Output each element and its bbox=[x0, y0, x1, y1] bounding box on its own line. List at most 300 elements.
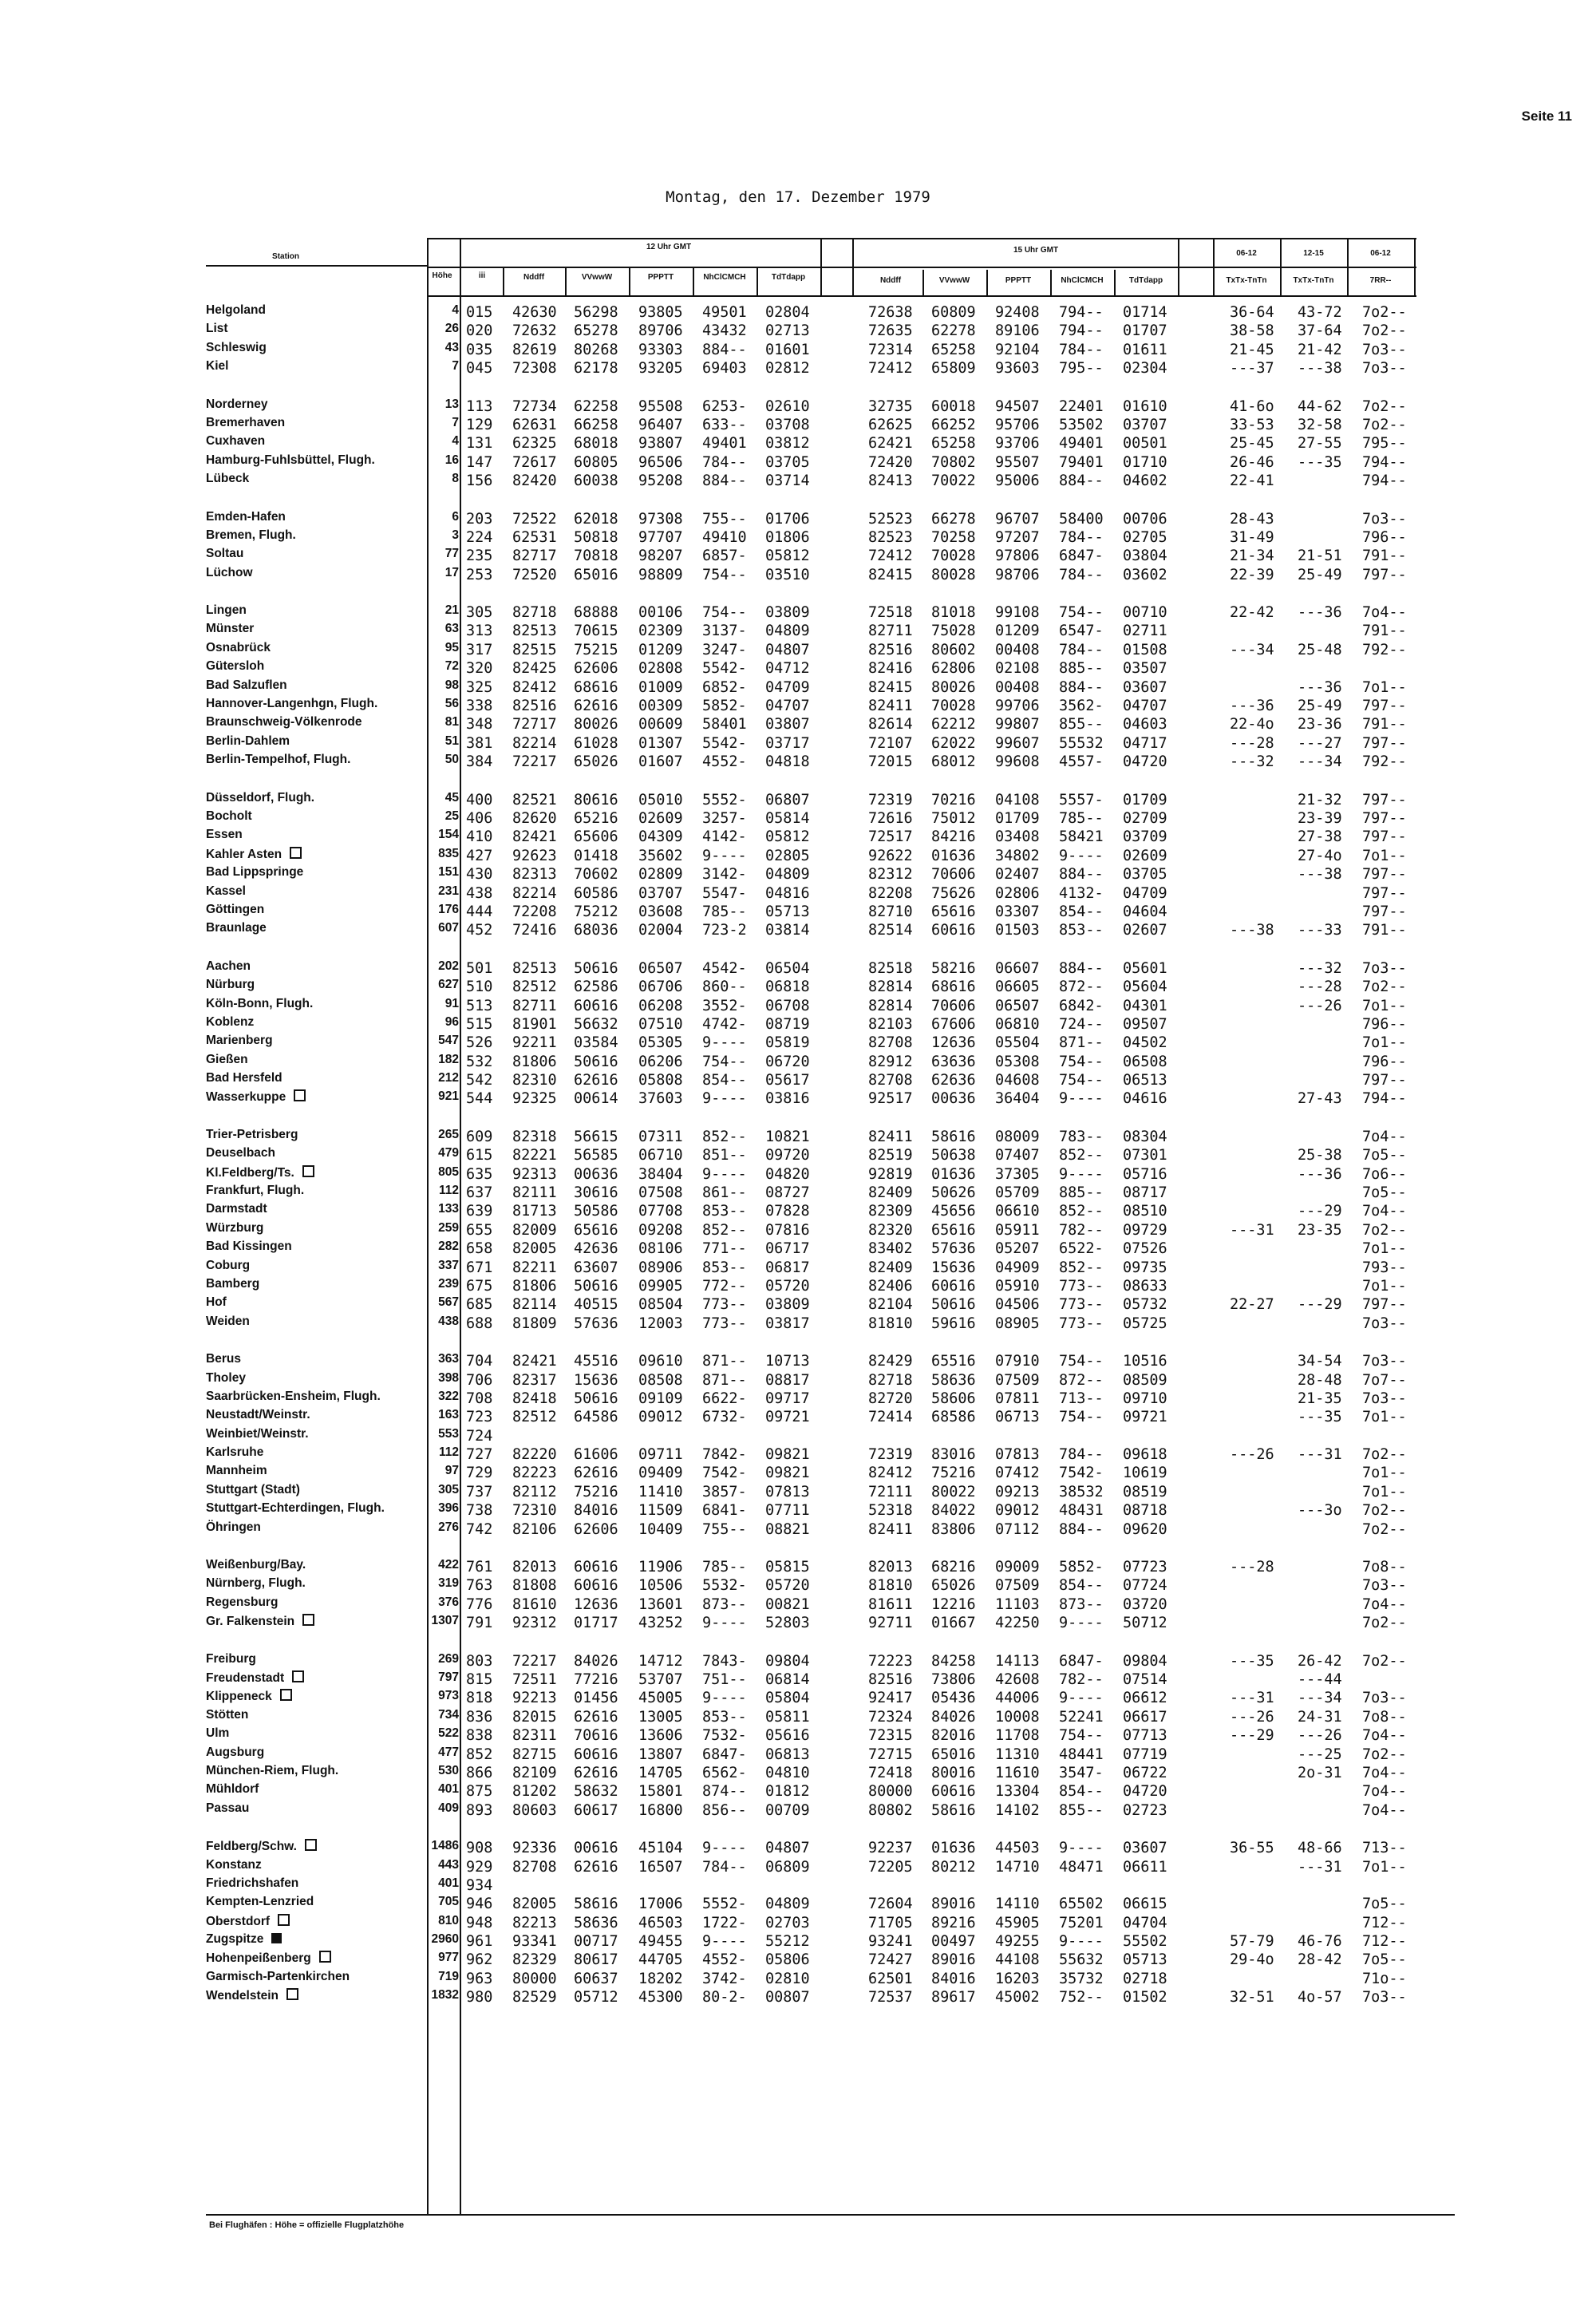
station-height: 98 bbox=[444, 678, 459, 692]
obs-15-value: 08718 bbox=[1123, 1502, 1167, 1520]
obs-12-value: 81808 bbox=[512, 1577, 557, 1595]
extreme-value: 795-- bbox=[1362, 435, 1407, 453]
obs-15-value: 55502 bbox=[1123, 1933, 1167, 1951]
obs-15-value: 08717 bbox=[1123, 1184, 1167, 1202]
table-row bbox=[206, 1295, 1435, 1314]
obs-15-value: 03607 bbox=[1123, 678, 1167, 696]
obs-12-value: 82211 bbox=[512, 1259, 557, 1276]
station-label: Berlin-Dahlem bbox=[206, 733, 290, 748]
obs-12-value: 82313 bbox=[512, 866, 557, 884]
obs-15-value: 82409 bbox=[868, 1259, 913, 1276]
table-row bbox=[206, 978, 1435, 996]
obs-12-value: 92211 bbox=[512, 1034, 557, 1052]
obs-12-value: 4542- bbox=[702, 959, 747, 977]
station-name bbox=[206, 1184, 304, 1198]
station-label: Wasserkuppe bbox=[206, 1090, 286, 1105]
obs-12-value: 03708 bbox=[765, 416, 810, 433]
obs-12-value: 82418 bbox=[512, 1390, 557, 1407]
obs-15-value: 45905 bbox=[995, 1914, 1040, 1931]
obs-15-value: 44006 bbox=[995, 1690, 1040, 1707]
obs-12-value: 69403 bbox=[702, 360, 747, 378]
extreme-value: 21-34 bbox=[1230, 548, 1274, 565]
station-name bbox=[206, 1746, 264, 1760]
header-12-col-2: VVwwW bbox=[581, 273, 613, 282]
obs-12-value: 5532- bbox=[702, 1577, 747, 1595]
station-height: 553 bbox=[438, 1426, 459, 1441]
table-row bbox=[206, 1782, 1435, 1801]
extreme-value: 7o8-- bbox=[1362, 1559, 1407, 1576]
extreme-value: 7o1-- bbox=[1362, 1465, 1407, 1482]
obs-15-value: 75201 bbox=[1059, 1914, 1104, 1931]
obs-15-value: 80602 bbox=[931, 641, 976, 658]
obs-15-value: 884-- bbox=[1059, 472, 1104, 490]
obs-12-value: 35602 bbox=[638, 847, 683, 864]
station-label: Neustadt/Weinstr. bbox=[206, 1408, 310, 1422]
obs-12-value: 98207 bbox=[638, 548, 683, 565]
station-height: 13 bbox=[444, 397, 459, 411]
obs-12-value: 95208 bbox=[638, 472, 683, 490]
obs-15-value: 00497 bbox=[931, 1933, 976, 1951]
station-name bbox=[206, 659, 264, 674]
obs-15-value: 92417 bbox=[868, 1690, 913, 1707]
filled-square-icon bbox=[271, 1933, 282, 1943]
obs-15-value: 754-- bbox=[1059, 604, 1104, 622]
station-label: Düsseldorf, Flugh. bbox=[206, 790, 315, 805]
extreme-value: 791-- bbox=[1362, 922, 1407, 939]
table-row bbox=[206, 566, 1435, 584]
station-label: Zugspitze bbox=[206, 1932, 264, 1947]
obs-12-value: 06809 bbox=[765, 1858, 810, 1876]
extreme-value: ---35 bbox=[1230, 1652, 1274, 1670]
obs-12-value: 92325 bbox=[512, 1090, 557, 1108]
station-height: 401 bbox=[438, 1782, 459, 1797]
obs-12-value: 65016 bbox=[574, 566, 618, 583]
obs-12-value: 15636 bbox=[574, 1371, 618, 1389]
extreme-value: ---26 bbox=[1230, 1708, 1274, 1726]
obs-15-value: 82518 bbox=[868, 959, 913, 977]
obs-15-value: 70802 bbox=[931, 453, 976, 471]
extreme-value: 22-4o bbox=[1230, 716, 1274, 733]
obs-15-value: 95706 bbox=[995, 416, 1040, 433]
station-id: 203 bbox=[466, 510, 493, 528]
station-id: 338 bbox=[466, 698, 493, 715]
extreme-value: 7o1-- bbox=[1362, 1240, 1407, 1258]
open-square-icon bbox=[286, 1988, 298, 2000]
obs-12-value: 6562- bbox=[702, 1764, 747, 1781]
obs-12-value: 61606 bbox=[574, 1446, 618, 1464]
station-height: 77 bbox=[444, 547, 459, 561]
obs-12-value: 58632 bbox=[574, 1783, 618, 1801]
station-id: 791 bbox=[466, 1615, 493, 1632]
station-id: 381 bbox=[466, 734, 493, 752]
extreme-value: 28-43 bbox=[1230, 510, 1274, 528]
obs-15-value: 02709 bbox=[1123, 809, 1167, 827]
obs-15-value: 42250 bbox=[995, 1615, 1040, 1632]
obs-15-value: 82415 bbox=[868, 678, 913, 696]
station-id: 738 bbox=[466, 1502, 493, 1520]
obs-12-value: 4142- bbox=[702, 828, 747, 846]
obs-12-value: 17006 bbox=[638, 1896, 683, 1913]
obs-12-value: 92313 bbox=[512, 1165, 557, 1183]
station-label: Lingen bbox=[206, 603, 247, 618]
station-name bbox=[206, 1689, 292, 1704]
obs-12-value: 81610 bbox=[512, 1595, 557, 1613]
obs-12-value: 773-- bbox=[702, 1315, 747, 1332]
obs-12-value: 4742- bbox=[702, 1015, 747, 1033]
obs-12-value: 02810 bbox=[765, 1970, 810, 1987]
station-id: 761 bbox=[466, 1559, 493, 1576]
extreme-value: 791-- bbox=[1362, 548, 1407, 565]
obs-12-value: 75215 bbox=[574, 641, 618, 658]
obs-12-value: 02004 bbox=[638, 922, 683, 939]
obs-12-value: 9---- bbox=[702, 1165, 747, 1183]
obs-15-value: 02607 bbox=[1123, 922, 1167, 939]
obs-12-value: 02812 bbox=[765, 360, 810, 378]
extreme-value: 21-35 bbox=[1298, 1390, 1342, 1407]
extreme-value: ---31 bbox=[1230, 1690, 1274, 1707]
station-name bbox=[206, 1128, 298, 1142]
obs-12-value: 09821 bbox=[765, 1446, 810, 1464]
extreme-value: 43-72 bbox=[1298, 304, 1342, 321]
obs-15-value: 50712 bbox=[1123, 1615, 1167, 1632]
obs-12-value: 755-- bbox=[702, 1520, 747, 1538]
obs-12-value: 6841- bbox=[702, 1502, 747, 1520]
station-id: 875 bbox=[466, 1783, 493, 1801]
obs-12-value: 13005 bbox=[638, 1708, 683, 1726]
obs-12-value: 45516 bbox=[574, 1353, 618, 1370]
obs-15-value: 03307 bbox=[995, 903, 1040, 920]
obs-15-value: 60616 bbox=[931, 922, 976, 939]
obs-12-value: 853-- bbox=[702, 1203, 747, 1220]
station-label: Mannheim bbox=[206, 1464, 267, 1478]
station-group bbox=[206, 791, 1435, 940]
obs-12-value: 72208 bbox=[512, 903, 557, 920]
obs-15-value: 70022 bbox=[931, 472, 976, 490]
obs-12-value: 14705 bbox=[638, 1764, 683, 1781]
extreme-value: 7o3-- bbox=[1362, 1577, 1407, 1595]
obs-15-value: 07526 bbox=[1123, 1240, 1167, 1258]
table-row bbox=[206, 1221, 1435, 1239]
extreme-value: 713-- bbox=[1362, 1840, 1407, 1857]
extreme-value: 21-51 bbox=[1298, 548, 1342, 565]
obs-15-value: 72418 bbox=[868, 1764, 913, 1781]
station-label: Gießen bbox=[206, 1052, 248, 1066]
extreme-value: 7o3-- bbox=[1362, 1690, 1407, 1707]
extreme-value: 48-66 bbox=[1298, 1840, 1342, 1857]
obs-12-value: 82420 bbox=[512, 472, 557, 490]
table-row bbox=[206, 1089, 1435, 1108]
station-label: Oberstdorf bbox=[206, 1914, 271, 1928]
extreme-value: ---26 bbox=[1298, 997, 1342, 1014]
obs-12-value: 14712 bbox=[638, 1652, 683, 1670]
obs-15-value: 08304 bbox=[1123, 1128, 1167, 1145]
obs-12-value: 84016 bbox=[574, 1502, 618, 1520]
station-id: 045 bbox=[466, 360, 493, 378]
table-row bbox=[206, 1445, 1435, 1464]
obs-15-value: 82514 bbox=[868, 922, 913, 939]
obs-15-value: 89016 bbox=[931, 1951, 976, 1969]
obs-12-value: 09208 bbox=[638, 1221, 683, 1239]
obs-12-value: 13601 bbox=[638, 1595, 683, 1613]
obs-12-value: 03814 bbox=[765, 922, 810, 939]
obs-15-value: 05436 bbox=[931, 1690, 976, 1707]
obs-15-value: 82412 bbox=[868, 1465, 913, 1482]
obs-15-value: 5557- bbox=[1059, 791, 1104, 809]
extreme-value: 797-- bbox=[1362, 1072, 1407, 1089]
station-name bbox=[206, 1520, 261, 1535]
obs-15-value: 65016 bbox=[931, 1746, 976, 1763]
obs-12-value: 82213 bbox=[512, 1914, 557, 1931]
extreme-value: 7o2-- bbox=[1362, 322, 1407, 340]
header-12-col-3: PPPTT bbox=[647, 273, 674, 282]
station-label: Bremerhaven bbox=[206, 415, 286, 429]
extreme-value: ---28 bbox=[1230, 734, 1274, 752]
station-height: 112 bbox=[438, 1445, 459, 1460]
obs-15-value: 72715 bbox=[868, 1746, 913, 1763]
obs-12-value: 72632 bbox=[512, 322, 557, 340]
obs-12-value: 01456 bbox=[574, 1690, 618, 1707]
obs-15-value: 783-- bbox=[1059, 1128, 1104, 1145]
obs-12-value: 82513 bbox=[512, 623, 557, 640]
extreme-value: 7o1-- bbox=[1362, 678, 1407, 696]
obs-15-value: 04704 bbox=[1123, 1914, 1167, 1931]
obs-12-value: 82013 bbox=[512, 1559, 557, 1576]
extreme-value: 7o8-- bbox=[1362, 1708, 1407, 1726]
obs-15-value: 82718 bbox=[868, 1371, 913, 1389]
obs-12-value: 02609 bbox=[638, 809, 683, 827]
extreme-value: 28-48 bbox=[1298, 1371, 1342, 1389]
obs-15-value: 873-- bbox=[1059, 1595, 1104, 1613]
obs-15-value: 884-- bbox=[1059, 866, 1104, 884]
obs-15-value: 99608 bbox=[995, 753, 1040, 771]
obs-15-value: 82413 bbox=[868, 472, 913, 490]
obs-15-value: 754-- bbox=[1059, 1353, 1104, 1370]
obs-15-value: 72111 bbox=[868, 1483, 913, 1500]
obs-12-value: 82114 bbox=[512, 1296, 557, 1314]
extreme-value: 7o4-- bbox=[1362, 1727, 1407, 1745]
obs-15-value: 92622 bbox=[868, 847, 913, 864]
obs-12-value: 13606 bbox=[638, 1727, 683, 1745]
obs-15-value: 11610 bbox=[995, 1764, 1040, 1781]
obs-12-value: 49401 bbox=[702, 435, 747, 453]
station-height: 95 bbox=[444, 640, 459, 654]
obs-12-value: 93303 bbox=[638, 341, 683, 358]
station-height: 259 bbox=[438, 1220, 459, 1235]
obs-15-value: 72414 bbox=[868, 1409, 913, 1426]
obs-12-value: 60616 bbox=[574, 997, 618, 1014]
table-row bbox=[206, 847, 1435, 865]
obs-15-value: 784-- bbox=[1059, 641, 1104, 658]
obs-12-value: 93205 bbox=[638, 360, 683, 378]
obs-12-value: 62631 bbox=[512, 416, 557, 433]
station-name bbox=[206, 753, 350, 767]
station-id: 542 bbox=[466, 1072, 493, 1089]
table-row bbox=[206, 1932, 1435, 1951]
extreme-value: 27-55 bbox=[1298, 435, 1342, 453]
obs-12-value: 633-- bbox=[702, 416, 747, 433]
station-name bbox=[206, 1295, 227, 1310]
obs-15-value: 04604 bbox=[1123, 903, 1167, 920]
obs-12-value: 785-- bbox=[702, 903, 747, 920]
station-name bbox=[206, 397, 268, 412]
obs-15-value: 82912 bbox=[868, 1053, 913, 1070]
obs-15-value: 07509 bbox=[995, 1371, 1040, 1389]
obs-12-value: 03584 bbox=[574, 1034, 618, 1052]
extreme-value: ---38 bbox=[1230, 922, 1274, 939]
obs-12-value: 754-- bbox=[702, 604, 747, 622]
table-row bbox=[206, 997, 1435, 1015]
page-number: Seite 11 bbox=[1521, 109, 1572, 124]
obs-12-value: 04809 bbox=[765, 1896, 810, 1913]
obs-15-value: 92237 bbox=[868, 1840, 913, 1857]
obs-15-value: 12636 bbox=[931, 1034, 976, 1052]
station-id: 724 bbox=[466, 1427, 493, 1445]
obs-12-value: 00717 bbox=[574, 1933, 618, 1951]
obs-15-value: 58216 bbox=[931, 959, 976, 977]
station-height: 182 bbox=[438, 1052, 459, 1066]
obs-15-value: 72420 bbox=[868, 453, 913, 471]
station-name bbox=[206, 1801, 249, 1816]
obs-12-value: 06717 bbox=[765, 1240, 810, 1258]
obs-12-value: 6847- bbox=[702, 1746, 747, 1763]
station-id: 929 bbox=[466, 1858, 493, 1876]
station-label: Darmstadt bbox=[206, 1202, 267, 1216]
obs-12-value: 03510 bbox=[765, 566, 810, 583]
obs-12-value: 07508 bbox=[638, 1184, 683, 1202]
station-group bbox=[206, 959, 1435, 1109]
obs-12-value: 884-- bbox=[702, 341, 747, 358]
obs-12-value: 00636 bbox=[574, 1165, 618, 1183]
obs-15-value: 09507 bbox=[1123, 1015, 1167, 1033]
obs-12-value: 50616 bbox=[574, 1053, 618, 1070]
obs-12-value: 82512 bbox=[512, 979, 557, 996]
table-row bbox=[206, 547, 1435, 565]
station-id: 515 bbox=[466, 1015, 493, 1033]
station-id: 776 bbox=[466, 1595, 493, 1613]
obs-15-value: 72205 bbox=[868, 1858, 913, 1876]
obs-12-value: 93341 bbox=[512, 1933, 557, 1951]
obs-15-value: 773-- bbox=[1059, 1315, 1104, 1332]
obs-12-value: 09610 bbox=[638, 1353, 683, 1370]
station-group bbox=[206, 603, 1435, 772]
obs-12-value: 03809 bbox=[765, 604, 810, 622]
obs-15-value: 01667 bbox=[931, 1615, 976, 1632]
obs-12-value: 04712 bbox=[765, 660, 810, 678]
obs-12-value: 6622- bbox=[702, 1390, 747, 1407]
obs-12-value: 03817 bbox=[765, 1315, 810, 1332]
obs-15-value: 82312 bbox=[868, 866, 913, 884]
obs-12-value: 07311 bbox=[638, 1128, 683, 1145]
station-id: 852 bbox=[466, 1746, 493, 1763]
extreme-value: 796-- bbox=[1362, 1015, 1407, 1033]
obs-15-value: 65616 bbox=[931, 903, 976, 920]
obs-15-value: 65502 bbox=[1059, 1896, 1104, 1913]
station-height: 797 bbox=[438, 1670, 459, 1684]
station-height: 438 bbox=[438, 1314, 459, 1328]
obs-12-value: 04709 bbox=[765, 678, 810, 696]
table-row bbox=[206, 1895, 1435, 1913]
station-height: 2960 bbox=[431, 1932, 459, 1947]
obs-12-value: 7532- bbox=[702, 1727, 747, 1745]
extreme-value: 7o5-- bbox=[1362, 1896, 1407, 1913]
obs-15-value: 72635 bbox=[868, 322, 913, 340]
table-row bbox=[206, 1858, 1435, 1876]
station-height: 17 bbox=[444, 565, 459, 579]
obs-12-value: 9---- bbox=[702, 847, 747, 864]
table-row bbox=[206, 1576, 1435, 1595]
obs-12-value: 9---- bbox=[702, 1933, 747, 1951]
obs-15-value: 96707 bbox=[995, 510, 1040, 528]
station-height: 337 bbox=[438, 1258, 459, 1272]
obs-12-value: 02808 bbox=[638, 660, 683, 678]
extreme-value: ---34 bbox=[1298, 753, 1342, 771]
obs-15-value: 58616 bbox=[931, 1128, 976, 1145]
obs-15-value: 02304 bbox=[1123, 360, 1167, 378]
extreme-value: 7o5-- bbox=[1362, 1147, 1407, 1164]
obs-12-value: 02805 bbox=[765, 847, 810, 864]
obs-15-value: 754-- bbox=[1059, 1072, 1104, 1089]
station-label: Hohenpeißenberg bbox=[206, 1951, 311, 1966]
obs-15-value: 09735 bbox=[1123, 1259, 1167, 1276]
station-label: Aachen bbox=[206, 959, 251, 973]
table-row bbox=[206, 734, 1435, 753]
table-row bbox=[206, 603, 1435, 622]
obs-15-value: 07813 bbox=[995, 1446, 1040, 1464]
obs-15-value: 9---- bbox=[1059, 1615, 1104, 1632]
station-name bbox=[206, 1501, 385, 1516]
obs-15-value: 07719 bbox=[1123, 1746, 1167, 1763]
station-id: 510 bbox=[466, 979, 493, 996]
open-square-icon bbox=[290, 847, 302, 859]
obs-12-value: 81901 bbox=[512, 1015, 557, 1033]
extreme-value: 7o1-- bbox=[1362, 1483, 1407, 1500]
obs-12-value: 68036 bbox=[574, 922, 618, 939]
open-square-icon bbox=[302, 1614, 314, 1626]
obs-12-value: 08817 bbox=[765, 1371, 810, 1389]
obs-15-value: 01610 bbox=[1123, 397, 1167, 415]
obs-15-value: 08509 bbox=[1123, 1371, 1167, 1389]
obs-12-value: 05010 bbox=[638, 791, 683, 809]
header-15-col-1: Nddff bbox=[879, 276, 902, 285]
station-label: Gr. Falkenstein bbox=[206, 1615, 295, 1629]
open-square-icon bbox=[292, 1670, 304, 1682]
obs-15-value: 35732 bbox=[1059, 1970, 1104, 1987]
obs-12-value: 56298 bbox=[574, 304, 618, 321]
obs-12-value: 09720 bbox=[765, 1147, 810, 1164]
obs-12-value: 09717 bbox=[765, 1390, 810, 1407]
extreme-value: 25-38 bbox=[1298, 1147, 1342, 1164]
station-label: Passau bbox=[206, 1801, 250, 1815]
station-height: 112 bbox=[438, 1184, 459, 1198]
table-row bbox=[206, 341, 1435, 359]
obs-12-value: 4552- bbox=[702, 1951, 747, 1969]
station-id: 438 bbox=[466, 884, 493, 902]
obs-15-value: 81810 bbox=[868, 1577, 913, 1595]
obs-15-value: 67606 bbox=[931, 1015, 976, 1033]
obs-15-value: 05725 bbox=[1123, 1315, 1167, 1332]
obs-15-value: 89617 bbox=[931, 1989, 976, 2006]
obs-15-value: 07407 bbox=[995, 1147, 1040, 1164]
station-label: Helgoland bbox=[206, 303, 266, 317]
obs-15-value: 01709 bbox=[995, 809, 1040, 827]
obs-12-value: 07708 bbox=[638, 1203, 683, 1220]
station-height: 21 bbox=[444, 603, 459, 618]
obs-15-value: 62421 bbox=[868, 435, 913, 453]
obs-12-value: 56585 bbox=[574, 1147, 618, 1164]
extreme-value: 32-58 bbox=[1298, 416, 1342, 433]
station-name bbox=[206, 1576, 306, 1591]
obs-12-value: 852-- bbox=[702, 1221, 747, 1239]
